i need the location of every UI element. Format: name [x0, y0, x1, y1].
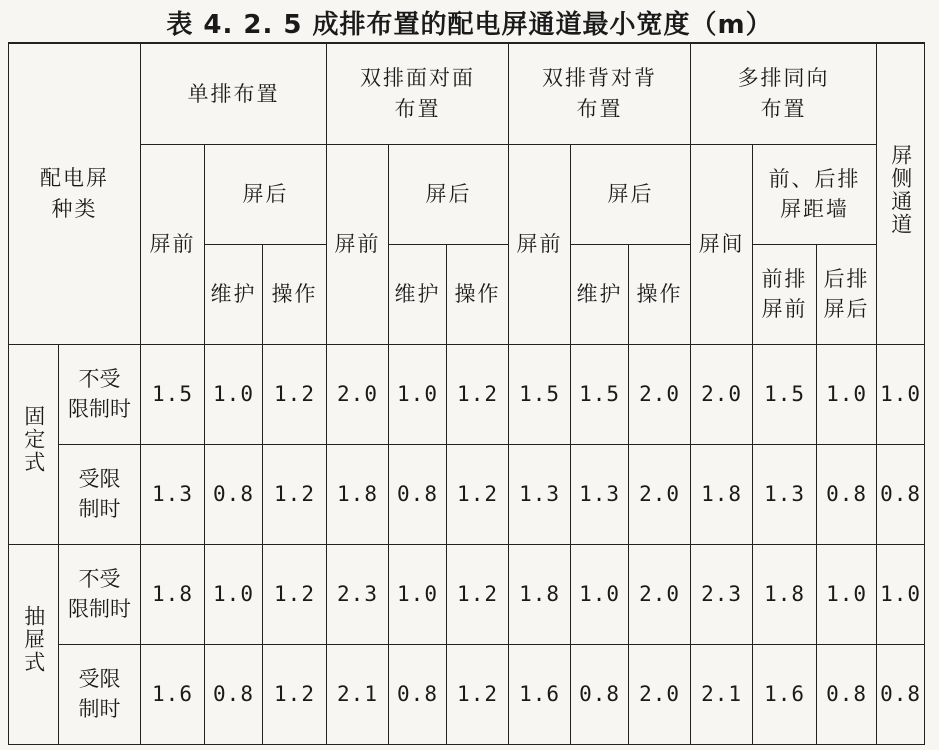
- value-cell: 1.5: [753, 344, 817, 444]
- value-cell: 2.0: [629, 344, 691, 444]
- value-cell: 1.8: [141, 544, 205, 644]
- value-cell: 0.8: [205, 644, 263, 744]
- value-cell: 0.8: [817, 644, 877, 744]
- multi-front-row-front: 前排 屏前: [753, 244, 817, 344]
- value-cell: 2.3: [327, 544, 389, 644]
- value-cell: 1.3: [571, 444, 629, 544]
- group-back-to-back: 双排背对背 布置: [509, 43, 691, 144]
- value-cell: 1.6: [753, 644, 817, 744]
- value-cell: 2.3: [691, 544, 753, 644]
- value-cell: 0.8: [817, 444, 877, 544]
- ftf-front: 屏前: [327, 144, 389, 344]
- value-cell: 1.6: [509, 644, 571, 744]
- value-cell: 1.2: [263, 644, 327, 744]
- condition-label: 受限 制时: [59, 644, 141, 744]
- row-label-line1: 配电屏: [40, 166, 109, 191]
- value-cell: 1.8: [753, 544, 817, 644]
- value-cell: 1.8: [691, 444, 753, 544]
- value-cell: 1.2: [263, 544, 327, 644]
- single-maintain: 维护: [205, 244, 263, 344]
- btb-rear: 屏后: [571, 144, 691, 244]
- table-row: [9, 544, 925, 644]
- single-operate: 操作: [263, 244, 327, 344]
- value-cell: 1.0: [205, 544, 263, 644]
- value-cell: 0.8: [571, 644, 629, 744]
- multi-rear-row-rear: 后排 屏后: [817, 244, 877, 344]
- value-cell: 2.0: [629, 544, 691, 644]
- value-cell: 1.2: [263, 344, 327, 444]
- value-cell: 1.3: [753, 444, 817, 544]
- value-cell: 0.8: [389, 444, 447, 544]
- group-multi-same: 多排同向 布置: [691, 43, 877, 144]
- value-cell: 1.2: [447, 344, 509, 444]
- value-cell: 1.2: [447, 644, 509, 744]
- ftf-operate: 操作: [447, 244, 509, 344]
- value-cell: 2.0: [629, 444, 691, 544]
- value-cell: 0.8: [877, 644, 925, 744]
- group-label-fixed: 固定式: [9, 344, 59, 544]
- group-side-channel: 屏侧通道: [877, 43, 925, 344]
- value-cell: 2.0: [691, 344, 753, 444]
- value-cell: 1.0: [877, 544, 925, 644]
- value-cell: 1.0: [389, 544, 447, 644]
- btb-operate: 操作: [629, 244, 691, 344]
- single-rear: 屏后: [205, 144, 327, 244]
- value-cell: 1.8: [327, 444, 389, 544]
- value-cell: 1.0: [877, 344, 925, 444]
- value-cell: 0.8: [205, 444, 263, 544]
- value-cell: 2.0: [327, 344, 389, 444]
- table-row: [9, 344, 925, 444]
- btb-maintain: 维护: [571, 244, 629, 344]
- value-cell: 1.5: [509, 344, 571, 444]
- multi-between: 屏间: [691, 144, 753, 344]
- condition-label: 不受 限制时: [59, 544, 141, 644]
- value-cell: 1.3: [141, 444, 205, 544]
- condition-label: 受限 制时: [59, 444, 141, 544]
- value-cell: 1.5: [141, 344, 205, 444]
- value-cell: 2.1: [327, 644, 389, 744]
- value-cell: 1.0: [817, 344, 877, 444]
- value-cell: 1.5: [571, 344, 629, 444]
- ftf-rear: 屏后: [389, 144, 509, 244]
- value-cell: 1.2: [447, 544, 509, 644]
- value-cell: 1.0: [205, 344, 263, 444]
- clearance-table: [8, 42, 925, 745]
- table-row: [9, 444, 925, 544]
- table-title: 表 4. 2. 5 成排布置的配电屏通道最小宽度（m）: [166, 10, 773, 40]
- btb-front: 屏前: [509, 144, 571, 344]
- value-cell: 1.3: [509, 444, 571, 544]
- value-cell: 2.0: [629, 644, 691, 744]
- group-single: 单排布置: [141, 43, 327, 144]
- value-cell: 1.0: [389, 344, 447, 444]
- group-face-to-face: 双排面对面 布置: [327, 43, 509, 144]
- value-cell: 2.1: [691, 644, 753, 744]
- value-cell: 0.8: [877, 444, 925, 544]
- value-cell: 1.6: [141, 644, 205, 744]
- single-front: 屏前: [141, 144, 205, 344]
- value-cell: 0.8: [389, 644, 447, 744]
- multi-wall: 前、后排 屏距墙: [753, 144, 877, 244]
- table-row: [9, 644, 925, 744]
- value-cell: 1.2: [263, 444, 327, 544]
- group-label-drawer: 抽屉式: [9, 544, 59, 744]
- row-label-header: [9, 43, 141, 344]
- value-cell: 1.0: [571, 544, 629, 644]
- condition-label: 不受 限制时: [59, 344, 141, 444]
- value-cell: 1.2: [447, 444, 509, 544]
- row-label-line2: 种类: [51, 196, 98, 221]
- value-cell: 1.8: [509, 544, 571, 644]
- value-cell: 1.0: [817, 544, 877, 644]
- ftf-maintain: 维护: [389, 244, 447, 344]
